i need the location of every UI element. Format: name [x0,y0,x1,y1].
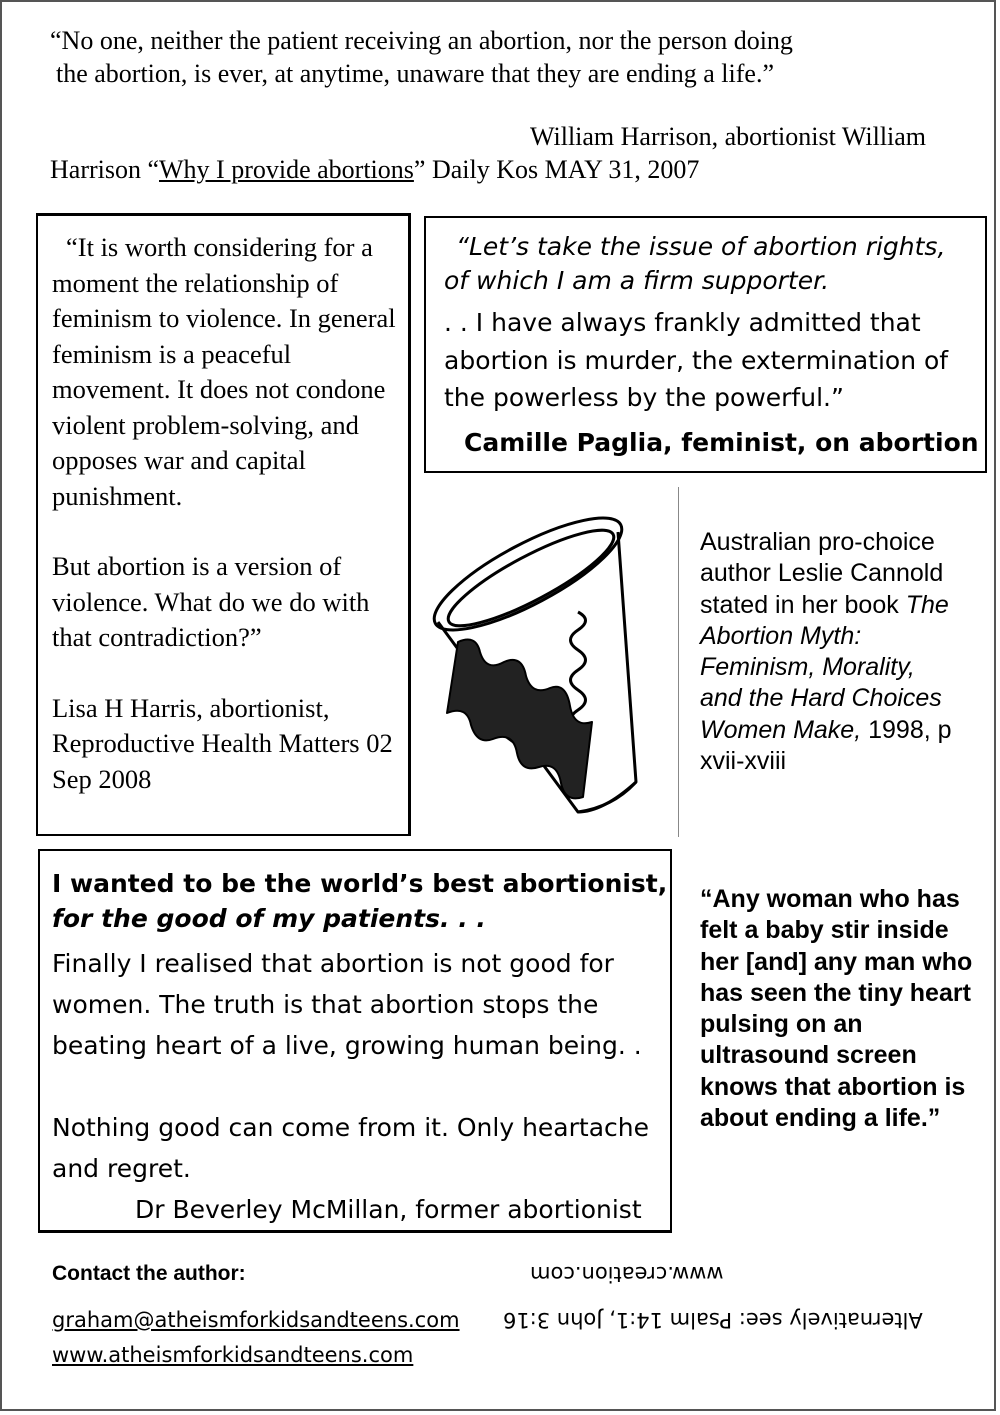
cannold-quote: “Any woman who has felt a baby stir inside her [and] any man who has seen the tiny heart pulsing on an ultrasound screen knows that abortion is about ending a life.” [700,885,973,1133]
cannold-intro-text: Australian pro-choice author Leslie Cannold stated in her book [700,528,944,619]
harris-quote-box [36,213,411,836]
top-quote [50,24,910,90]
contact-email-link[interactable]: graham@atheismforkidsandteens.com [52,1308,460,1332]
harris-paragraph-1: “It is worth considering for a moment the relationship of feminism to violence. In general feminism is a peaceful movement. It does not condone violent problem-solving, and opposes war and capital punishment. [52,232,396,511]
contact-website-link[interactable]: www.atheismforkidsandteens.com [52,1343,414,1367]
mcmillan-body-1: Finally I realised that abortion is not good for women. The truth is that abortion stops the beating heart of a live, growing human being. . [52,949,642,1060]
harris-quote-text [52,230,402,797]
megaphone-shading [447,640,592,799]
megaphone-icon [428,512,668,822]
cannold-intro [700,527,960,777]
paglia-attribution: Camille Paglia, feminist, on abortion [464,428,979,457]
article-title-link[interactable]: Why I provide abortions [159,155,414,184]
top-quote-line-2: the abortion, is ever, at anytime, unaware that they are ending a life.” [56,59,774,88]
book-title: The Abortion Myth: Feminism, Morality, and the Hard Choices Women Make, [700,590,949,744]
paglia-quote-box [424,216,987,473]
mcmillan-heading-italic: for the good of my patients. . . [52,904,486,933]
mcmillan-quote-box [38,849,672,1233]
contact-label: Contact the author: [52,1262,246,1285]
attribution-prefix: Harrison “ [50,155,160,184]
mcmillan-attribution: Dr Beverley McMillan, former abortionist [135,1195,642,1224]
upside-down-url: www.creation.com [530,1262,724,1286]
harris-paragraph-2: But abortion is a version of violence. What do we do with that contradiction?” [52,551,370,652]
paglia-quote-line-1: “Let’s take the issue of abortion rights, [456,232,946,261]
top-quote-line-1: “No one, neither the patient receiving an abortion, nor the person doing [50,26,793,55]
upside-down-reference: Alternatively see: Psalm 14:1, John 3:16 [503,1308,923,1332]
top-quote-attribution-line-1: William Harrison, abortionist William [530,122,927,151]
mcmillan-body-2: Nothing good can come from it. Only heartache and regret. [52,1113,649,1183]
mcmillan-heading: I wanted to be the world’s best abortionist, [52,869,668,898]
book-citation: 1998, p xvii-xviii [700,715,952,776]
megaphone-mouth [578,782,636,812]
harris-attribution: Lisa H Harris, abortionist, Reproductive Health Matters 02 Sep 2008 [52,692,393,794]
paglia-quote-body: . . I have always frankly admitted that abortion is murder, the extermination of the powerless by the powerful.” [444,308,949,412]
attribution-suffix: ” Daily Kos MAY 31, 2007 [413,155,700,184]
top-quote-attribution-line-2 [50,155,699,185]
paglia-quote-line-2: of which I am a firm supporter. [444,266,830,295]
megaphone-bell-rim [428,512,635,650]
column-divider [678,487,679,837]
